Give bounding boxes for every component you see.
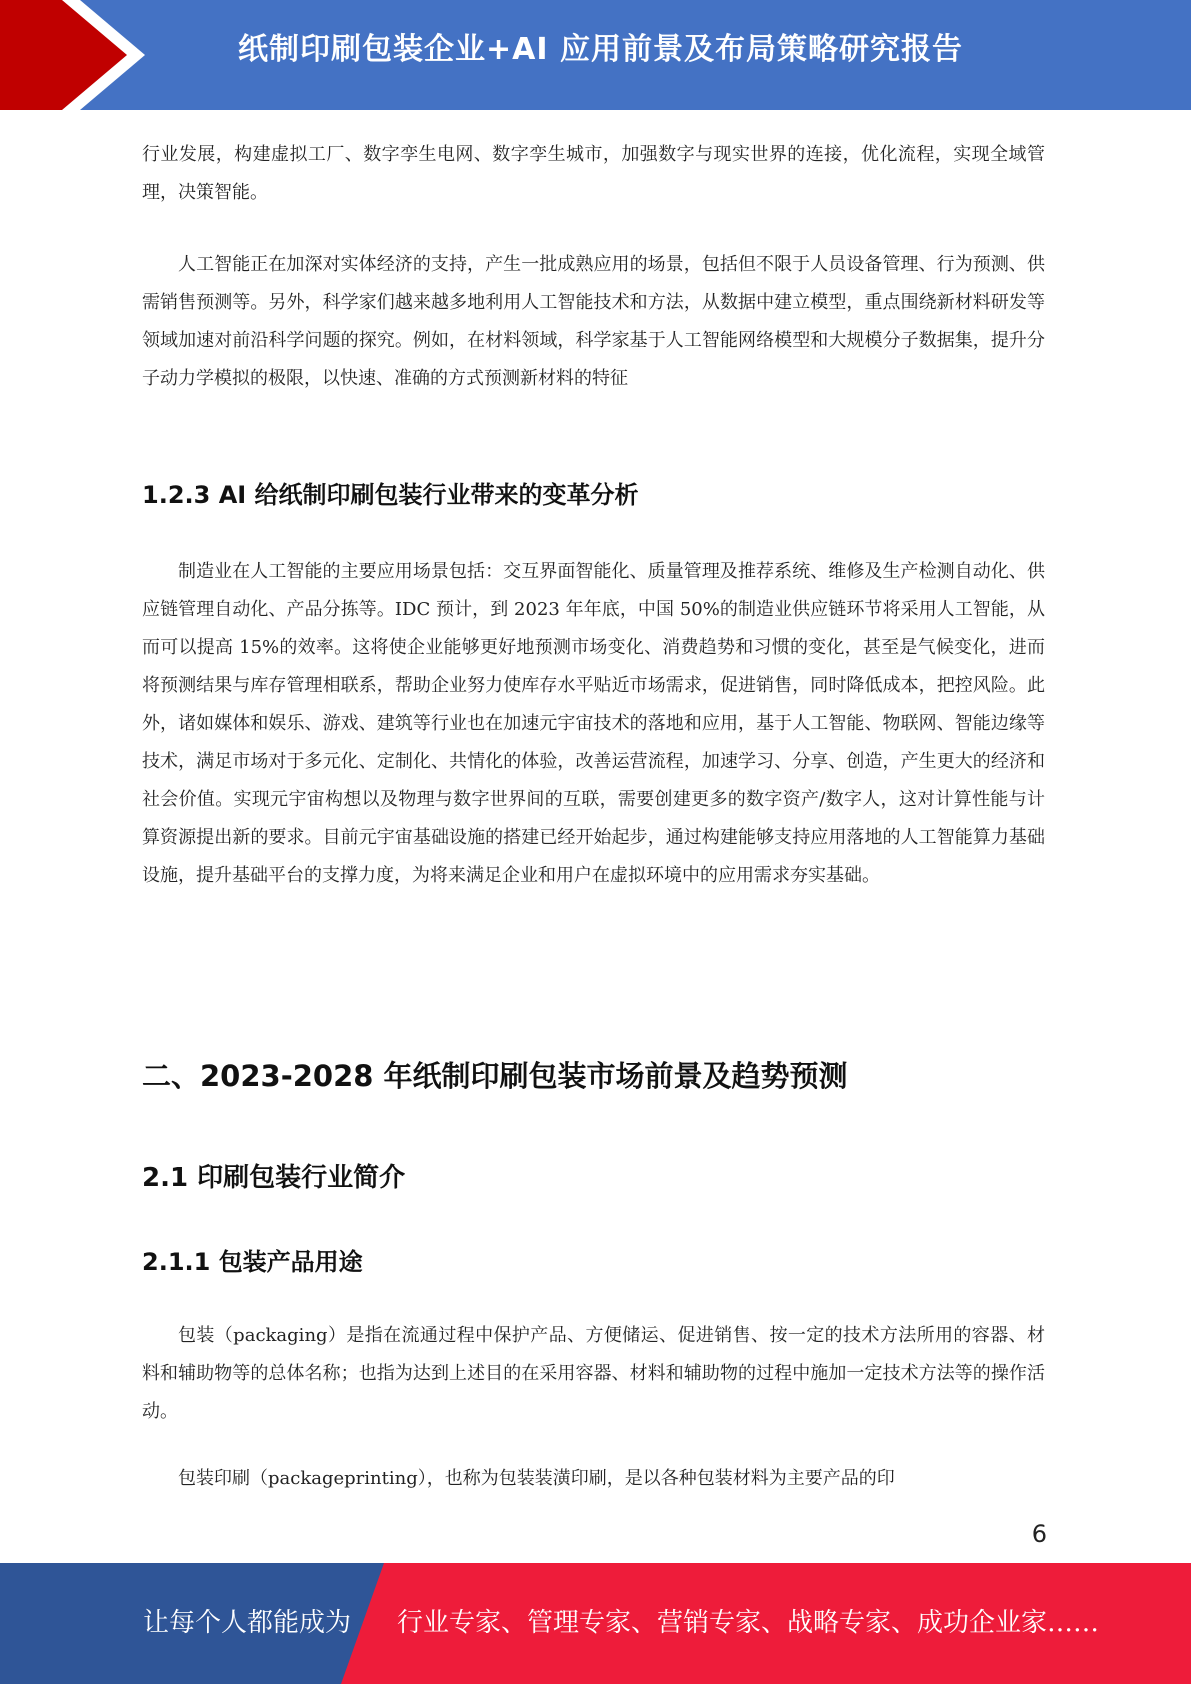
paragraph-industry-development: 行业发展，构建虚拟工厂、数字孪生电网、数字孪生城市，加强数字与现实世界的连接，优化流程，实现全域管理，决策智能。	[142, 144, 1045, 203]
header-banner	[0, 0, 1191, 110]
heading-2-1: 2.1 印刷包装行业简介	[142, 1163, 406, 1193]
footer-slogan-left: 让每个人都能成为	[143, 1608, 352, 1638]
footer-banner	[0, 1563, 1191, 1684]
paragraph-ai-real-economy: 人工智能正在加深对实体经济的支持，产生一批成熟应用的场景，包括但不限于人员设备管理、行为预测、供需销售预测等。另外，科学家们越来越多地利用人工智能技术和方法，从数据中建立模型，重点围绕新材料研发等领域加速对前沿科学问题的探究。例如，在材料领域，科学家基于人工智能网络模型和大规模分子数据集，提升分子动力学模拟的极限，以快速、准确的方式预测新材料的特征	[142, 254, 1045, 389]
page-number: 6	[1031, 1520, 1047, 1548]
heading-chapter-2: 二、2023-2028 年纸制印刷包装市场前景及趋势预测	[142, 1059, 848, 1093]
footer-slogan-right: 行业专家、管理专家、营销专家、战略专家、成功企业家……	[397, 1608, 1100, 1638]
report-title: 纸制印刷包装企业+AI 应用前景及布局策略研究报告	[238, 32, 963, 67]
paragraph-packaging-definition: 包装（packaging）是指在流通过程中保护产品、方便储运、促进销售、按一定的技术方法所用的容器、材料和辅助物等的总体名称；也指为达到上述目的在采用容器、材料和辅助物的过程中施加一定技术方法等的操作活动。	[142, 1325, 1045, 1422]
paragraph-package-printing: 包装印刷（packageprinting），也称为包装装潢印刷，是以各种包装材料为主要产品的印	[178, 1468, 895, 1489]
heading-2-1-1: 2.1.1 包装产品用途	[142, 1248, 363, 1276]
paragraph-manufacturing-ai: 制造业在人工智能的主要应用场景包括：交互界面智能化、质量管理及推荐系统、维修及生产检测自动化、供应链管理自动化、产品分拣等。IDC 预计，到 2023 年年底，中国 50%的制造业供应链环节将采用人工智能，从而可以提高 15%的效率。这将使企业能够更好地预测市场变化、消费趋势和习惯的变化，甚至是气候变化，进而将预测结果与库存管理相联系，帮助企业努力使库存水平贴近市场需求，促进销售，同时降低成本，把控风险。此外，诸如媒体和娱乐、游戏、建筑等行业也在加速元宇宙技术的落地和应用，基于人工智能、物联网、智能边缘等技术，满足市场对于多元化、定制化、共情化的体验，改善运营流程，加速学习、分享、创造，产生更大的经济和社会价值。实现元宇宙构想以及物理与数字世界间的互联，需要创建更多的数字资产/数字人，这对计算性能与计算资源提出新的要求。目前元宇宙基础设施的搭建已经开始起步，通过构建能够支持应用落地的人工智能算力基础设施，提升基础平台的支撑力度，为将来满足企业和用户在虚拟环境中的应用需求夯实基础。	[142, 561, 1045, 886]
heading-1-2-3: 1.2.3 AI 给纸制印刷包装行业带来的变革分析	[142, 481, 639, 509]
